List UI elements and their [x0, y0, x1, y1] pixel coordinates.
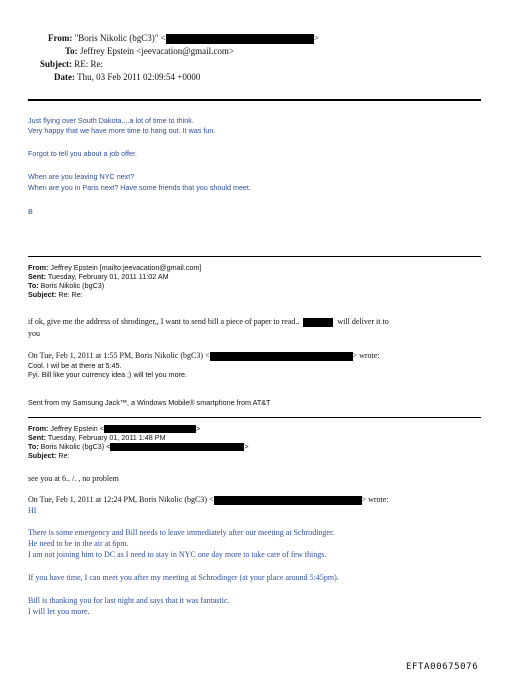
msg1-signature: B: [28, 207, 33, 216]
from-value: "Boris Nikolic (bgC3)" <: [74, 33, 166, 43]
msg1-line: Forgot to tell you about a job offer.: [28, 149, 137, 158]
quote-line: Cool. I wil be at there at 5:45.: [28, 361, 122, 370]
quote-header: [28, 495, 389, 505]
from-label: From:: [48, 33, 73, 43]
msg2-line: you: [28, 329, 40, 338]
quote-greeting: HI: [28, 506, 37, 515]
quote-para: He need to be in the air at 6pm.: [28, 539, 129, 548]
header1-subject: [40, 59, 103, 70]
quote-header: [28, 351, 380, 361]
msg1-line: Just flying over South Dakota....a lot of time to think.: [28, 116, 194, 125]
redaction-box: [214, 496, 362, 505]
subject-label: Subject:: [40, 59, 72, 69]
quote-text: On Tue, Feb 1, 2011 at 12:24 PM, Boris Nikolic (bgC3) <: [28, 495, 214, 504]
header3-sent: [28, 433, 166, 442]
date-label: Date:: [54, 72, 75, 82]
quote-para: I am not joining him to DC as I need to stay in NYC one day more to take care of few things.: [28, 550, 327, 559]
msg2-line: [28, 317, 389, 327]
sent-value: Tuesday, February 01, 2011 11:02 AM: [47, 272, 169, 281]
quote-line: Fyi. Bill like your currency idea ;) will tel you more.: [28, 370, 187, 379]
to-value: Jeffrey Epstein <jeevacation@gmail.com>: [79, 46, 234, 56]
quote-para: I will let you more.: [28, 607, 90, 616]
subject-value: RE: Re:: [74, 59, 103, 69]
header1-date: [54, 72, 200, 83]
header2-from: [28, 263, 201, 272]
quote-para: If you have time, I can meet you after my meeting at Schrodinger (at your place around 5:45pm).: [28, 573, 339, 582]
to-label: To:: [28, 281, 39, 290]
header2-subject: [28, 290, 83, 299]
redaction-box: [104, 425, 196, 433]
date-value: Thu, 03 Feb 2011 02:09:54 +0000: [77, 72, 201, 82]
quote-para: Bill is thanking you for last night and says that it was fantastic.: [28, 596, 230, 605]
header1-to: [65, 46, 234, 57]
subject-value: Re: Re:: [58, 290, 83, 299]
header3-subject: [28, 451, 70, 460]
to-label: To:: [28, 442, 39, 451]
header2-sent: [28, 272, 169, 281]
from-value: Jeffrey Epstein [mailto:jeevacation@gmail.com]: [50, 263, 202, 272]
redaction-box: [166, 34, 314, 44]
to-tail: >: [244, 442, 249, 451]
header3-from: [28, 424, 200, 433]
from-label: From:: [28, 424, 49, 433]
msg2-text: will deliver it to: [337, 317, 389, 326]
quote-text: On Tue, Feb 1, 2011 at 1:55 PM, Boris Nikolic (bgC3) <: [28, 351, 210, 360]
to-value: Boris Nikolic (bgC3): [40, 281, 105, 290]
from-label: From:: [28, 263, 49, 272]
header1-from: [48, 33, 319, 44]
msg3-line: see you at 6.. /. , no problem: [28, 474, 119, 483]
msg1-line: When are you in Paris next? Have some friends that you should meet.: [28, 183, 251, 192]
divider: [28, 256, 481, 257]
redaction-box: [303, 318, 333, 327]
quote-text: > wrote:: [352, 351, 380, 360]
sent-value: Tuesday, February 01, 2011 1:48 PM: [47, 433, 166, 442]
from-tail: >: [313, 33, 319, 43]
sent-label: Sent:: [28, 272, 46, 281]
quote-para: There is some emergency and Bill needs to leave immediately after our meeting at Schrodinger.: [28, 528, 335, 537]
sent-label: Sent:: [28, 433, 46, 442]
to-label: To:: [65, 46, 78, 56]
header-rule: [28, 99, 481, 101]
redaction-box: [210, 352, 353, 361]
redaction-box: [110, 443, 244, 451]
header3-to: [28, 442, 249, 451]
divider: [28, 417, 481, 418]
msg2-text: if ok, give me the address of shrodinger,, I want to send bill a piece of paper to read..: [28, 317, 300, 326]
from-tail: >: [195, 424, 201, 433]
msg1-line: When are you leaving NYC next?: [28, 172, 135, 181]
to-value: Boris Nikolic (bgC3) <: [40, 442, 111, 451]
header2-to: [28, 281, 104, 290]
from-value: Jeffrey Epstein <: [50, 424, 104, 433]
document-id: EFTA00675076: [406, 662, 479, 672]
subject-label: Subject:: [28, 451, 57, 460]
subject-value: Re:: [58, 451, 70, 460]
quote-text: > wrote:: [361, 495, 389, 504]
quote-line: Sent from my Samsung Jack™, a Windows Mobile® smartphone from AT&T: [28, 398, 271, 407]
msg1-line: Very happy that we have more time to hang out. It was fun.: [28, 126, 216, 135]
subject-label: Subject:: [28, 290, 57, 299]
